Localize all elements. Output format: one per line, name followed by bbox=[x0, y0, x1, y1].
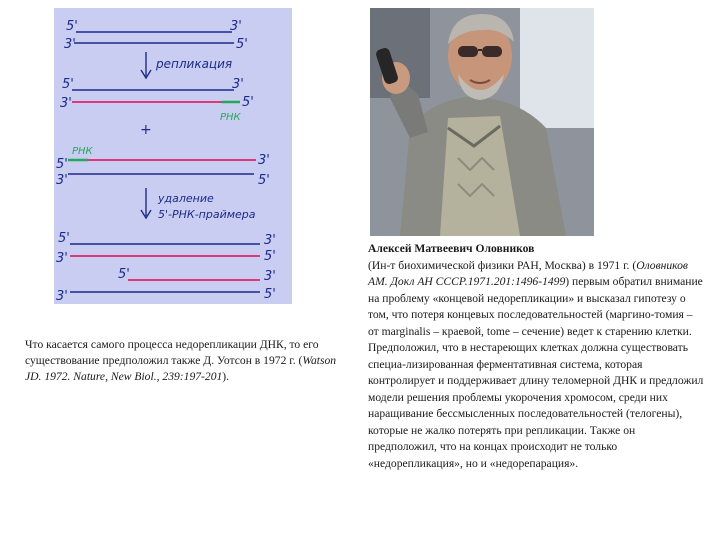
diagram-drawing bbox=[54, 8, 292, 304]
portrait-drawing bbox=[370, 8, 594, 236]
label-3prime: 3' bbox=[60, 96, 72, 111]
label-5prime: 5' bbox=[66, 19, 78, 34]
label-3prime: 3' bbox=[56, 289, 68, 304]
label-replication: репликация bbox=[156, 57, 233, 71]
label-3prime: 3' bbox=[258, 153, 270, 168]
label-5prime: 5' bbox=[264, 249, 276, 264]
label-3prime: 3' bbox=[56, 251, 68, 266]
label-removal-primer: 5'-РНК-праймера bbox=[158, 208, 256, 221]
portrait-photo bbox=[370, 8, 594, 236]
olovnikov-caption bbox=[368, 241, 704, 472]
label-rna: РНК bbox=[220, 112, 241, 123]
label-3prime: 3' bbox=[232, 77, 244, 92]
label-5prime: 5' bbox=[236, 37, 248, 52]
label-3prime: 3' bbox=[56, 173, 68, 188]
watson-text-end: ). bbox=[222, 370, 230, 383]
label-3prime: 3' bbox=[64, 37, 76, 52]
label-5prime: 5' bbox=[118, 267, 130, 282]
plus-sign: + bbox=[140, 122, 152, 138]
label-5prime: 5' bbox=[56, 157, 68, 172]
watson-text: Что касается самого процесса недорепликации ДНК, то его существование предположил также Д. Уотсон в 1972 г. ( bbox=[25, 338, 319, 367]
olovnikov-text-body: ) первым обратил внимание на проблему «концевой недорепликации» и высказал гипотезу о том, что потеря концевых последовательностей (маргино-томия – от marginalis – краевой, tome – сечение) ведет к старению клетки. Предположил, что в нестареющих клетках должна существовать специа-лизированная ферментативная система, которая контролирует и поддерживает длину теломерной ДНК и предложил модели решения проблемы укорочения хромосом, среди них наращивание бессмысленных последовательностей (телогены), которые не жалко потерять при репликации. Также он предположил, что на концах происходит не только «недорепликация», но и «недорепарация». bbox=[368, 275, 704, 470]
label-3prime: 3' bbox=[264, 233, 276, 248]
olovnikov-text: (Ин-т биохимической физики РАН, Москва) в 1971 г. ( bbox=[368, 258, 637, 272]
label-rna: РНК bbox=[72, 146, 93, 157]
person-name: Алексей Матвеевич Оловников bbox=[368, 242, 535, 255]
label-5prime: 5' bbox=[242, 95, 254, 110]
replication-diagram bbox=[54, 8, 292, 304]
label-5prime: 5' bbox=[264, 287, 276, 302]
label-5prime: 5' bbox=[258, 173, 270, 188]
label-3prime: 3' bbox=[264, 269, 276, 284]
watson-caption bbox=[25, 337, 355, 385]
olovnikov-reference: Оловников АМ. Докл АН СССР.1971.201:1496-1499 bbox=[368, 258, 688, 288]
label-5prime: 5' bbox=[58, 231, 70, 246]
label-5prime: 5' bbox=[62, 77, 74, 92]
label-removal: удаление bbox=[158, 192, 214, 205]
watson-reference: Watson JD. 1972. Nature, New Biol., 239:197-201 bbox=[25, 354, 337, 383]
label-3prime: 3' bbox=[230, 19, 242, 34]
